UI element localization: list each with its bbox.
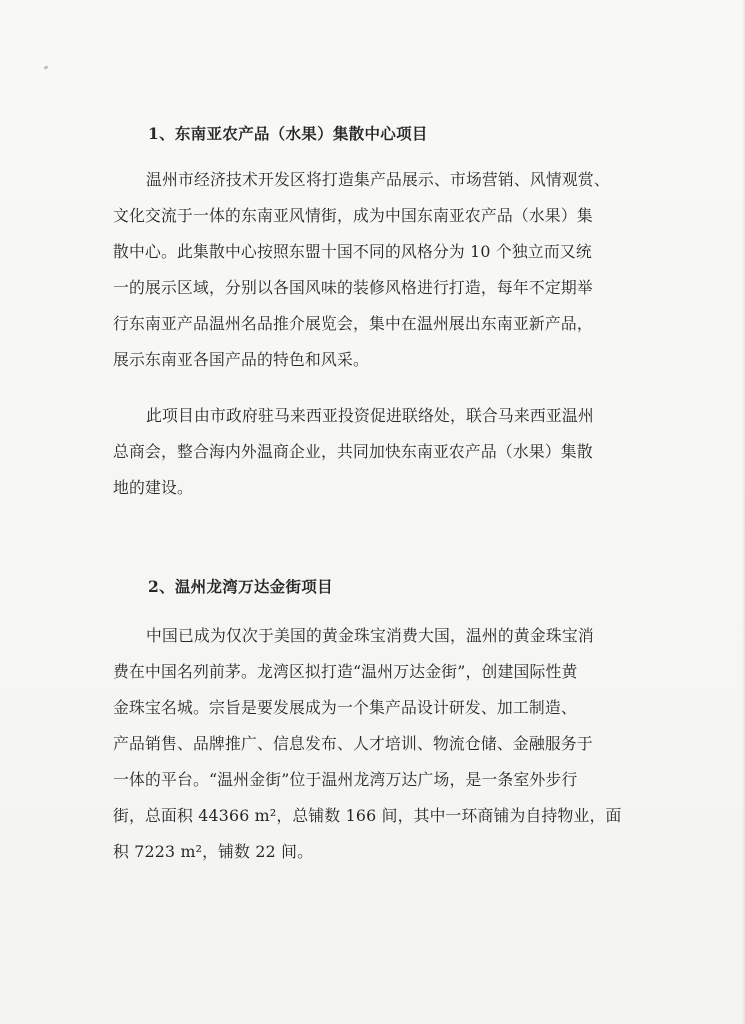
section-2-paragraph-1 — [113, 618, 633, 870]
paragraph-line: 文化交流于一体的东南亚风情街，成为中国东南亚农产品（水果）集 — [113, 206, 593, 225]
scan-speck — [44, 65, 49, 70]
paragraph-line: 地的建设。 — [113, 478, 193, 497]
paragraph-line: 金珠宝名城。宗旨是要发展成为一个集产品设计研发、加工制造、 — [113, 698, 577, 717]
paragraph-line: 展示东南亚各国产品的特色和风采。 — [113, 350, 369, 369]
paragraph-line: 费在中国名列前茅。龙湾区拟打造“温州万达金街”，创建国际性黄 — [113, 662, 578, 681]
paragraph-line: 总商会，整合海内外温商企业，共同加快东南亚农产品（水果）集散 — [113, 442, 593, 461]
paragraph-line: 此项目由市政府驻马来西亚投资促进联络处，联合马来西亚温州 — [146, 406, 594, 425]
paragraph-line: 街，总面积 44366 m²，总铺数 166 间，其中一环商铺为自持物业，面 — [113, 806, 622, 825]
paragraph-line: 中国已成为仅次于美国的黄金珠宝消费大国，温州的黄金珠宝消 — [146, 626, 594, 645]
paragraph-line: 散中心。此集散中心按照东盟十国不同的风格分为 10 个独立而又统 — [113, 242, 592, 261]
section-1-heading: 1、东南亚农产品（水果）集散中心项目 — [148, 124, 428, 143]
paragraph-line: 产品销售、品牌推广、信息发布、人才培训、物流仓储、金融服务于 — [113, 734, 593, 753]
section-2-heading: 2、温州龙湾万达金街项目 — [148, 577, 333, 596]
paragraph-line: 一的展示区域，分别以各国风味的装修风格进行打造，每年不定期举 — [113, 278, 593, 297]
paragraph-line: 积 7223 m²，铺数 22 间。 — [113, 842, 314, 861]
paragraph-line: 一体的平台。“温州金街”位于温州龙湾万达广场，是一条室外步行 — [113, 770, 578, 789]
section-1-paragraph-2 — [113, 398, 633, 506]
paragraph-line: 温州市经济技术开发区将打造集产品展示、市场营销、风情观赏、 — [146, 170, 610, 189]
section-1-paragraph-1 — [113, 162, 633, 378]
paragraph-line: 行东南亚产品温州名品推介展览会，集中在温州展出东南亚新产品， — [113, 314, 593, 333]
